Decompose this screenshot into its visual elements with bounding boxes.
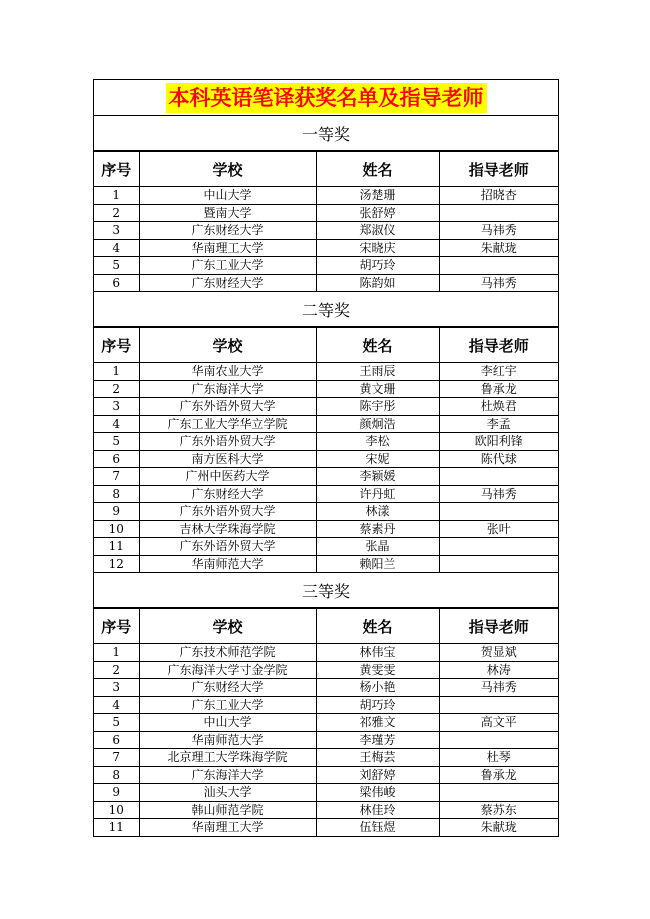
cell-index: 6 <box>94 450 139 468</box>
cell-index: 3 <box>94 222 139 240</box>
cell-name: 林漾 <box>316 503 439 521</box>
cell-school: 广东外语外贸大学 <box>139 398 316 416</box>
table-row <box>94 714 558 732</box>
cell-index: 4 <box>94 696 139 714</box>
table-header-row <box>94 152 558 187</box>
cell-name: 宋晓庆 <box>316 239 439 257</box>
table-row <box>94 801 558 819</box>
cell-advisor <box>439 468 558 486</box>
third-prize-table <box>94 608 558 837</box>
cell-school: 广东海洋大学寸金学院 <box>139 661 316 679</box>
cell-advisor: 贺显斌 <box>439 644 558 662</box>
cell-name: 许丹虹 <box>316 485 439 503</box>
table-header-row <box>94 609 558 644</box>
cell-name: 宋妮 <box>316 450 439 468</box>
cell-name: 陈宇彤 <box>316 398 439 416</box>
cell-index: 5 <box>94 714 139 732</box>
cell-advisor: 林涛 <box>439 661 558 679</box>
cell-advisor: 张叶 <box>439 520 558 538</box>
cell-index: 11 <box>94 819 139 837</box>
cell-school: 汕头大学 <box>139 784 316 802</box>
cell-index: 3 <box>94 679 139 697</box>
cell-index: 10 <box>94 520 139 538</box>
cell-advisor: 招晓杏 <box>439 187 558 205</box>
cell-index: 2 <box>94 204 139 222</box>
cell-school: 广东海洋大学 <box>139 380 316 398</box>
cell-index: 1 <box>94 644 139 662</box>
table-row <box>94 503 558 521</box>
cell-school: 广东外语外贸大学 <box>139 503 316 521</box>
cell-name: 胡巧玲 <box>316 257 439 275</box>
cell-advisor <box>439 204 558 222</box>
header-school: 学校 <box>139 328 316 363</box>
cell-advisor <box>439 731 558 749</box>
cell-school: 广东财经大学 <box>139 274 316 292</box>
cell-school: 广东工业大学 <box>139 257 316 275</box>
cell-advisor: 李孟 <box>439 415 558 433</box>
table-row <box>94 222 558 240</box>
cell-name: 郑淑仪 <box>316 222 439 240</box>
table-row <box>94 784 558 802</box>
cell-school: 韩山师范学院 <box>139 801 316 819</box>
cell-school: 华南师范大学 <box>139 731 316 749</box>
header-index: 序号 <box>94 152 139 187</box>
cell-school: 广东外语外贸大学 <box>139 538 316 556</box>
cell-index: 4 <box>94 415 139 433</box>
cell-name: 李瑾芳 <box>316 731 439 749</box>
award-list-document <box>93 79 559 837</box>
header-name: 姓名 <box>316 609 439 644</box>
cell-index: 6 <box>94 731 139 749</box>
cell-advisor: 杜焕君 <box>439 398 558 416</box>
cell-name: 王梅芸 <box>316 749 439 767</box>
cell-school: 广东财经大学 <box>139 222 316 240</box>
cell-advisor: 鲁承龙 <box>439 380 558 398</box>
cell-name: 胡巧玲 <box>316 696 439 714</box>
table-row <box>94 520 558 538</box>
cell-index: 7 <box>94 468 139 486</box>
cell-name: 颜炯浩 <box>316 415 439 433</box>
cell-advisor <box>439 696 558 714</box>
document-title: 本科英语笔译获奖名单及指导老师 <box>166 83 487 113</box>
cell-name: 汤楚珊 <box>316 187 439 205</box>
cell-school: 广州中医药大学 <box>139 468 316 486</box>
table-row <box>94 696 558 714</box>
cell-name: 林佳玲 <box>316 801 439 819</box>
cell-school: 广东财经大学 <box>139 679 316 697</box>
cell-advisor: 朱献珑 <box>439 819 558 837</box>
table-row <box>94 731 558 749</box>
table-row <box>94 415 558 433</box>
table-row <box>94 679 558 697</box>
cell-school: 华南理工大学 <box>139 819 316 837</box>
cell-advisor: 马祎秀 <box>439 485 558 503</box>
cell-school: 暨南大学 <box>139 204 316 222</box>
cell-index: 11 <box>94 538 139 556</box>
cell-advisor: 欧阳利锋 <box>439 433 558 451</box>
cell-index: 12 <box>94 555 139 573</box>
cell-index: 3 <box>94 398 139 416</box>
cell-index: 8 <box>94 766 139 784</box>
header-index: 序号 <box>94 328 139 363</box>
table-row <box>94 433 558 451</box>
header-index: 序号 <box>94 609 139 644</box>
header-school: 学校 <box>139 609 316 644</box>
table-row <box>94 398 558 416</box>
table-row <box>94 644 558 662</box>
cell-name: 黄雯雯 <box>316 661 439 679</box>
cell-school: 广东海洋大学 <box>139 766 316 784</box>
award-sections <box>94 116 558 837</box>
cell-index: 6 <box>94 274 139 292</box>
cell-school: 广东工业大学 <box>139 696 316 714</box>
cell-advisor: 朱献珑 <box>439 239 558 257</box>
cell-index: 5 <box>94 257 139 275</box>
cell-advisor <box>439 503 558 521</box>
title-row <box>94 80 558 116</box>
cell-advisor: 陈代球 <box>439 450 558 468</box>
cell-advisor: 马祎秀 <box>439 222 558 240</box>
cell-school: 广东工业大学华立学院 <box>139 415 316 433</box>
cell-school: 广东财经大学 <box>139 485 316 503</box>
cell-name: 赖阳兰 <box>316 555 439 573</box>
cell-index: 1 <box>94 187 139 205</box>
table-row <box>94 468 558 486</box>
cell-index: 1 <box>94 363 139 381</box>
table-row <box>94 485 558 503</box>
third-prize-heading: 三等奖 <box>94 573 558 608</box>
cell-school: 华南农业大学 <box>139 363 316 381</box>
header-advisor: 指导老师 <box>439 328 558 363</box>
header-advisor: 指导老师 <box>439 609 558 644</box>
cell-school: 中山大学 <box>139 187 316 205</box>
cell-advisor <box>439 784 558 802</box>
cell-name: 陈韵如 <box>316 274 439 292</box>
header-school: 学校 <box>139 152 316 187</box>
cell-name: 王雨辰 <box>316 363 439 381</box>
table-row <box>94 257 558 275</box>
table-row <box>94 555 558 573</box>
cell-name: 伍钰煜 <box>316 819 439 837</box>
cell-advisor <box>439 555 558 573</box>
cell-advisor <box>439 257 558 275</box>
second-prize-heading: 二等奖 <box>94 292 558 327</box>
header-name: 姓名 <box>316 152 439 187</box>
cell-school: 南方医科大学 <box>139 450 316 468</box>
cell-advisor: 杜琴 <box>439 749 558 767</box>
table-row <box>94 239 558 257</box>
cell-name: 张舒婷 <box>316 204 439 222</box>
cell-advisor: 鲁承龙 <box>439 766 558 784</box>
table-row <box>94 380 558 398</box>
cell-name: 李松 <box>316 433 439 451</box>
cell-name: 林伟宝 <box>316 644 439 662</box>
cell-school: 中山大学 <box>139 714 316 732</box>
table-header-row <box>94 328 558 363</box>
table-row <box>94 187 558 205</box>
cell-school: 吉林大学珠海学院 <box>139 520 316 538</box>
first-prize-heading: 一等奖 <box>94 116 558 151</box>
cell-advisor: 高文平 <box>439 714 558 732</box>
cell-school: 广东外语外贸大学 <box>139 433 316 451</box>
cell-name: 黄文珊 <box>316 380 439 398</box>
header-advisor: 指导老师 <box>439 152 558 187</box>
cell-index: 9 <box>94 503 139 521</box>
table-row <box>94 749 558 767</box>
cell-index: 5 <box>94 433 139 451</box>
cell-school: 华南理工大学 <box>139 239 316 257</box>
cell-name: 蔡素丹 <box>316 520 439 538</box>
table-row <box>94 819 558 837</box>
cell-index: 10 <box>94 801 139 819</box>
cell-advisor: 李红宇 <box>439 363 558 381</box>
cell-advisor <box>439 538 558 556</box>
cell-index: 4 <box>94 239 139 257</box>
cell-index: 9 <box>94 784 139 802</box>
table-row <box>94 538 558 556</box>
cell-name: 张晶 <box>316 538 439 556</box>
cell-index: 2 <box>94 380 139 398</box>
table-row <box>94 363 558 381</box>
first-prize-table <box>94 151 558 292</box>
cell-name: 杨小艳 <box>316 679 439 697</box>
cell-school: 华南师范大学 <box>139 555 316 573</box>
table-row <box>94 204 558 222</box>
table-row <box>94 274 558 292</box>
cell-name: 李颖媛 <box>316 468 439 486</box>
cell-index: 7 <box>94 749 139 767</box>
header-name: 姓名 <box>316 328 439 363</box>
cell-name: 祁雅文 <box>316 714 439 732</box>
cell-advisor: 马祎秀 <box>439 679 558 697</box>
cell-advisor: 蔡苏东 <box>439 801 558 819</box>
table-row <box>94 766 558 784</box>
table-row <box>94 450 558 468</box>
cell-school: 北京理工大学珠海学院 <box>139 749 316 767</box>
cell-name: 梁伟峻 <box>316 784 439 802</box>
second-prize-table <box>94 327 558 573</box>
cell-school: 广东技术师范学院 <box>139 644 316 662</box>
cell-index: 2 <box>94 661 139 679</box>
cell-advisor: 马祎秀 <box>439 274 558 292</box>
cell-name: 刘舒婷 <box>316 766 439 784</box>
cell-index: 8 <box>94 485 139 503</box>
table-row <box>94 661 558 679</box>
